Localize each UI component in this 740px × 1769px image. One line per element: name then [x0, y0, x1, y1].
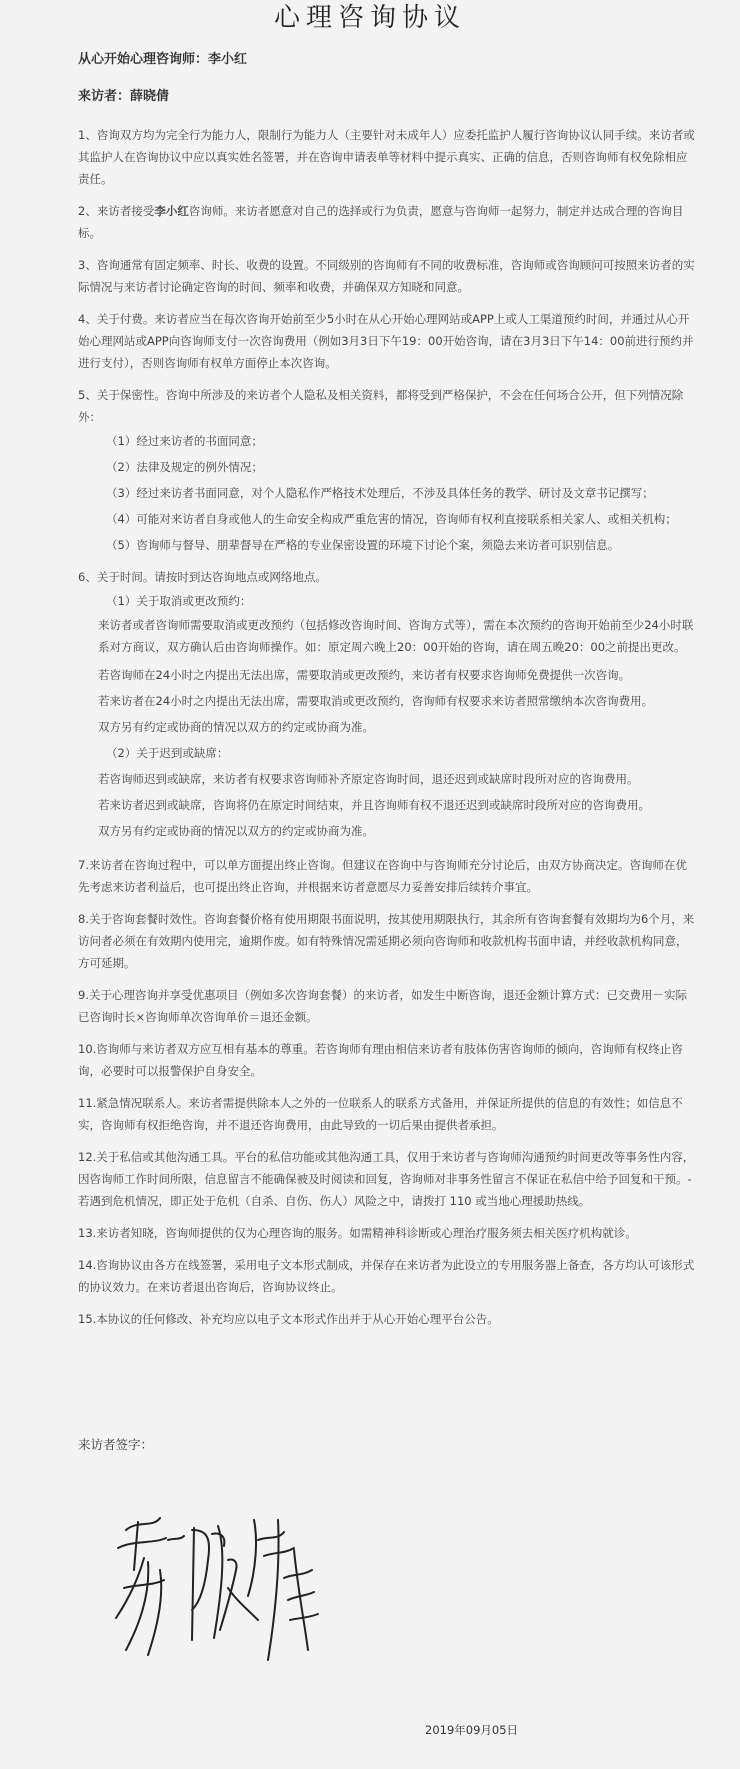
- clause-3: 3、咨询通常有固定频率、时长、收费的设置。不同级别的咨询师有不同的收费标准，咨询师或咨询顾问可按照来访者的实际情况与来访者讨论确定咨询的时间、频率和收费，并确保双方知晓和同意。: [78, 258, 695, 294]
- signing-date: 2019年09月05日: [425, 1723, 519, 1737]
- clause-5-item-3: （3）经过来访者书面同意，对个人隐私作严格技术处理后，不涉及具体任务的教学、研讨及文章书记撰写；: [106, 486, 654, 500]
- clause-6-2-heading: （2）关于迟到或缺席：: [106, 746, 229, 760]
- clause-6-1-paragraph-2: 若咨询师在24小时之内提出无法出席，需要取消或更改预约，来访者有权要求咨询师免费提供一次咨询。: [98, 668, 631, 682]
- clause-6-1-heading: （1）关于取消或更改预约：: [106, 594, 252, 608]
- clause-10: 10.咨询师与来访者双方应互相有基本的尊重。若咨询师有理由相信来访者有肢体伤害咨询师的倾向，咨询师有权终止咨询，必要时可以报警保护自身安全。: [78, 1042, 683, 1078]
- clause-4: 4、关于付费。来访者应当在每次咨询开始前至少5小时在从心开始心理网站或APP上或人工渠道预约时间，并通过从心开始心理网站或APP向咨询师支付一次咨询费用（例如3月3日下午19：00开始咨询，请在3月3日下午14：00前进行预约并进行支付），否则咨询师有权单方面停止本次咨询。: [78, 312, 694, 370]
- clause-13: 13.来访者知晓，咨询师提供的仅为心理咨询的服务。如需精神科诊断或心理治疗服务须去相关医疗机构就诊。: [78, 1226, 637, 1240]
- clause-2-after: 咨询师。来访者愿意对自己的选择或行为负责，愿意与咨询师一起努力，制定并达成合理的咨询目标。: [78, 204, 684, 240]
- clause-5-item-1: （1）经过来访者的书面同意；: [106, 434, 263, 448]
- clause-6-2-paragraph-3: 双方另有约定或协商的情况以双方的约定或协商为准。: [98, 824, 374, 838]
- clause-2-before: 2、来访者接受: [78, 204, 155, 218]
- clause-5-item-2: （2）法律及规定的例外情况；: [106, 460, 263, 474]
- clause-15: 15.本协议的任何修改、补充均应以电子文本形式作出并于从心开始心理平台公告。: [78, 1312, 499, 1326]
- clause-14: 14.咨询协议由各方在线签署，采用电子文本形式制成，并保存在来访者为此设立的专用服务器上备查，各方均认可该形式的协议效力。在来访者退出咨询后，咨询协议终止。: [78, 1258, 695, 1294]
- clause-1: 1、咨询双方均为完全行为能力人，限制行为能力人（主要针对未成年人）应委托监护人履行咨询协议认同手续。来访者或其监护人在咨询协议中应以真实姓名签署，并在咨询申请表单等材料中提示真实、正确的信息，否则咨询师有权免除相应责任。: [78, 128, 695, 186]
- clause-2: [78, 200, 698, 244]
- clause-11: 11.紧急情况联系人。来访者需提供除本人之外的一位联系人的联系方式备用，并保证所提供的信息的有效性；如信息不实，咨询师有权拒绝咨询，并不退还咨询费用，由此导致的一切后果由提供者承担。: [78, 1096, 683, 1132]
- clause-6-1-paragraph-3: 若来访者在24小时之内提出无法出席，需要取消或更改预约，咨询师有权要求来访者照常缴纳本次咨询费用。: [98, 694, 654, 708]
- clause-6-1-paragraph-4: 双方另有约定或协商的情况以双方的约定或协商为准。: [98, 720, 374, 734]
- clause-7: 7.来访者在咨询过程中，可以单方面提出终止咨询。但建议在咨询中与咨询师充分讨论后，由双方协商决定。咨询师在优先考虑来访者利益后，也可提出终止咨询，并根据来访者意愿尽力妥善安排后续转介事宜。: [78, 858, 687, 894]
- counselor-label: 从心开始心理咨询师：: [78, 52, 209, 67]
- handwritten-signature: [108, 1500, 328, 1670]
- clause-5-item-4: （4）可能对来访者自身或他人的生命安全构成严重危害的情况，咨询师有权利直接联系相关家人、或相关机构；: [106, 512, 677, 526]
- clause-12: 12.关于私信或其他沟通工具。平台的私信功能或其他沟通工具，仅用于来访者与咨询师沟通预约时间更改等事务性内容，因咨询师工作时间所限，信息留言不能确保被及时阅读和回复，咨询师对非事务性留言不保证在私信中给予回复和干预。- 若遇到危机情况，即正处于危机（自杀、自伤、伤人）风险之中，请拨打 110 或当地心理援助热线。: [78, 1150, 695, 1208]
- clause-6: 6、关于时间。请按时到达咨询地点或网络地点。: [78, 570, 327, 584]
- clause-5: 5、关于保密性。咨询中所涉及的来访者个人隐私及相关资料，都将受到严格保护，不会在任何场合公开，但下列情况除外：: [78, 388, 684, 424]
- client-name: 薛晓倩: [130, 89, 170, 104]
- clause-6-2-paragraph-2: 若来访者迟到或缺席，咨询将仍在原定时间结束，并且咨询师有权不退还迟到或缺席时段所对应的咨询费用。: [98, 798, 650, 812]
- counselor-line: [78, 50, 698, 70]
- agreement-body: [78, 50, 698, 1340]
- clause-5-item-5: （5）咨询师与督导、朋辈督导在严格的专业保密设置的环境下讨论个案，须隐去来访者可识别信息。: [106, 538, 620, 552]
- clause-6-2-paragraph-1: 若咨询师迟到或缺席，来访者有权要求咨询师补齐原定咨询时间，退还迟到或缺席时段所对应的咨询费用。: [98, 772, 639, 786]
- clause-9: 9.关于心理咨询并享受优惠项目（例如多次咨询套餐）的来访者，如发生中断咨询，退还金额计算方式：已交费用－实际已咨询时长×咨询师单次咨询单价＝退还金额。: [78, 988, 687, 1024]
- page-title: 心理咨询协议: [273, 3, 466, 33]
- counselor-name: 李小红: [208, 52, 248, 67]
- clause-8: 8.关于咨询套餐时效性。咨询套餐价格有使用期限书面说明，按其使用期限执行，其余所有咨询套餐有效期均为6个月，来访问者必须在有效期内使用完，逾期作废。如有特殊情况需延期必须向咨询师和收款机构书面申请，并经收款机构同意，方可延期。: [78, 912, 695, 970]
- signature-label: 来访者签字：: [78, 1437, 154, 1452]
- client-line: [78, 87, 698, 107]
- clause-6-1-paragraph-1: 来访者或者咨询师需要取消或更改预约（包括修改咨询时间、咨询方式等），需在本次预约的咨询开始前至少24小时联系对方商议，双方确认后由咨询师操作。如：原定周六晚上20：00开始的咨询，请在周五晚20：00之前提出更改。: [98, 618, 694, 654]
- clause-2-counselor-name: 李小红: [154, 204, 189, 218]
- client-label: 来访者：: [78, 89, 131, 104]
